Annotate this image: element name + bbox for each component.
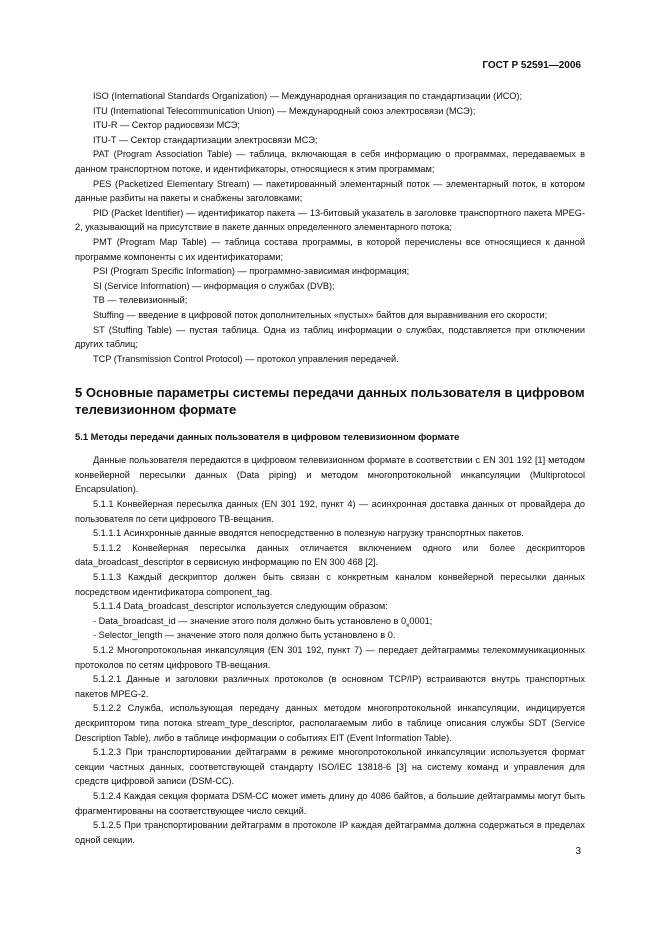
abbr-psi: PSI (Program Specific Information) — программно-зависимая информация; (93, 266, 410, 277)
page-content (75, 89, 585, 847)
list-item-text-end: 0001; (409, 615, 433, 626)
paragraph: 5.1.2.1 Данные и заголовки различных протоколов (в основном TCP/IP) встраиваются внутрь транспортных пакетов MPEG-2. (75, 674, 585, 699)
paragraph: 5.1.1.1 Асинхронные данные вводятся непосредственно в полезную нагрузку транспортных пакетов. (93, 528, 524, 539)
paragraph: 5.1.1.4 Data_broadcast_descriptor используется следующим образом: (93, 601, 388, 612)
abbreviations-list (75, 89, 585, 366)
abbr-st: ST (Stuffing Table) — пустая таблица. Одна из таблиц информации о службах, подставляется при отключении других таблиц; (75, 324, 585, 350)
abbr-itu-t: ITU-T — Сектор стандартизации электросвязи МСЭ; (93, 134, 318, 145)
list-item: - Selector_length — значение этого поля должно быть установлено в 0. (93, 630, 396, 641)
abbr-itu-r: ITU-R — Сектор радиосвязи МСЭ; (93, 120, 240, 131)
abbr-si: SI (Service Information) — информация о службах (DVB); (93, 280, 335, 291)
paragraph: 5.1.2 Многопротокольная инкапсуляция (EN 301 192, пункт 7) — передает дейтаграммы телекоммуникационных протоколов по сетям цифрового ТВ-вещания. (75, 645, 585, 670)
paragraph: 5.1.2.2 Служба, использующая передачу данных методом многопротокольной инкапсуляции, индицируется дескриптором типа потока stream_type_descriptor, располагаемым либо в таблице описания службы SDT (Service Description Table), либо в таблице информации о событиях EIT (Event Information Table). (75, 703, 585, 743)
section-5-body (75, 453, 585, 847)
abbr-pid: PID (Packet Identifier) — идентификатор пакета — 13-битовый указатель в заголовке транспортного пакета MPEG-2, указывающий на присутствие в пакете данных определенного элементарного потока; (75, 207, 585, 233)
paragraph: 5.1.1.2 Конвейерная пересылка данных отличается включением одного или более дескрипторов data_broadcast_descriptor в сервисную информацию по EN 300 468 [2]. (75, 542, 585, 568)
section-5-heading: 5 Основные параметры системы передачи данных пользователя в цифровом телевизионном формате (75, 385, 585, 417)
paragraph: 5.1.2.3 При транспортировании дейтаграмм в режиме многопротокольной инкапсуляции используется формат секции частных данных, соответствующей стандарту ISO/IEC 13818-6 [3] на систему команд и управления для средств цифровой записи (DSM-CC). (75, 747, 585, 787)
abbr-itu: ITU (International Telecommunication Union) — Международный союз электросвязи (МСЭ); (93, 105, 476, 116)
paragraph: 5.1.1.3 Каждый дескриптор должен быть связан с конкретным каналом конвейерной пересылки данных посредством идентификатора component_tag. (75, 572, 585, 597)
abbr-stuffing: Stuffing — введение в цифровой поток дополнительных «пустых» байтов для выравнивания его скорости; (93, 309, 548, 320)
paragraph: 5.1.2.5 При транспортировании дейтаграмм в протоколе IP каждая дейтаграмма должна содержаться в пределах одной секции. (75, 820, 585, 845)
paragraph: Данные пользователя передаются в цифровом телевизионном формате в соответствии с EN 301 192 [1] методом конвейерной пересылки данных (Data piping) и методом многопротокольной инкапсуляции (Multiprotocol Encapsulation). (75, 455, 585, 495)
page-number: 3 (575, 846, 581, 857)
abbr-tcp: TCP (Transmission Control Protocol) — протокол управления передачей. (93, 353, 399, 364)
abbr-pat: PAT (Program Association Table) — таблица, включающая в себя информацию о программах, передаваемых в данном транспортном потоке, и идентификаторы, относящиеся к этим программам; (75, 149, 585, 174)
list-item-text: - Data_broadcast_id — значение этого поля должно быть установлено в 0 (93, 615, 407, 626)
abbr-pes: PES (Packetized Elementary Stream) — пакетированный элементарный поток — элементарный поток, в котором данные разбиты на пакеты и снабжены заголовками; (75, 178, 585, 204)
abbr-iso: ISO (International Standards Organization) — Международная организация по стандартизации (ИСО); (93, 91, 522, 101)
abbr-tv: TB — телевизионный; (93, 295, 188, 306)
abbr-pmt: PMT (Program Map Table) — таблица состава программы, в которой перечислены все относящиеся к данной программе компоненты с их идентификаторами; (75, 236, 585, 262)
subsection-5-1-heading: 5.1 Методы передачи данных пользователя в цифровом телевизионном формате (75, 431, 460, 443)
paragraph: 5.1.2.4 Каждая секция формата DSM-CC может иметь длину до 4086 байтов, а большие дейтаграммы могут быть фрагментированы на соответствующее число секций. (75, 790, 585, 816)
subscript: x (406, 621, 410, 629)
standard-code: ГОСТ Р 52591—2006 (482, 60, 581, 71)
paragraph: 5.1.1 Конвейерная пересылка данных (EN 301 192, пункт 4) — асинхронная доставка данных от провайдера до пользователя по сети цифрового ТВ-вещания. (75, 499, 585, 524)
list-item (75, 614, 585, 629)
